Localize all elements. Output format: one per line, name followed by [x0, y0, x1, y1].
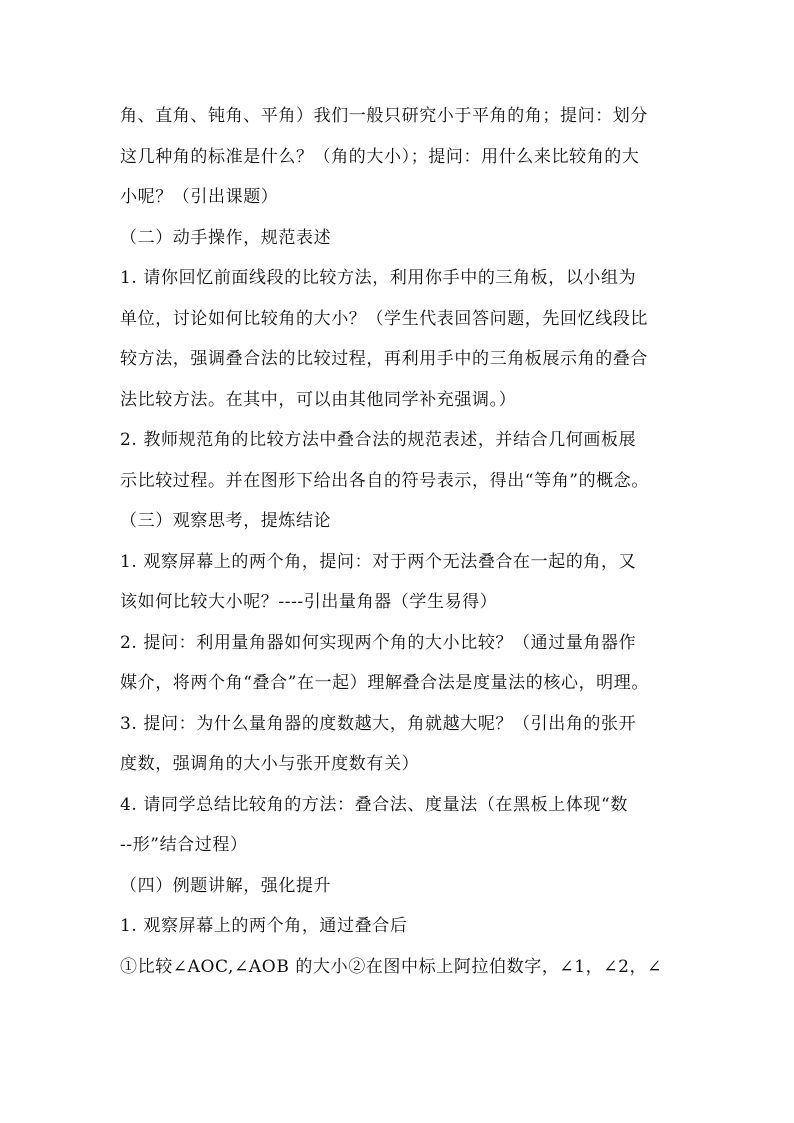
text-line: 示比较过程。并在图形下给出各自的符号表示，得出“等角”的概念。 [120, 470, 649, 491]
text-line: 角、直角、钝角、平角）我们一般只研究小于平角的角；提问：划分 [120, 106, 648, 126]
text-line: ①比较∠AOC,∠AOB 的大小②在图中标上阿拉伯数字，∠1，∠2，∠ [120, 956, 662, 977]
text-line: 2. 教师规范角的比较方法中叠合法的规范表述，并结合几何画板展 [120, 430, 637, 450]
text-line: 媒介，将两个角“叠合”在一起）理解叠合法是度量法的核心，明理。 [120, 673, 649, 693]
text-line: 2. 提问：利用量角器如何实现两个角的大小比较？（通过量角器作 [120, 632, 637, 653]
text-line: 1. 请你回忆前面线段的比较方法，利用你手中的三角板，以小组为 [120, 268, 637, 288]
text-line: 单位，讨论如何比较角的大小？（学生代表回答问题，先回忆线段比 [120, 308, 648, 329]
document-body [120, 96, 680, 987]
text-line: 4. 请同学总结比较角的方法：叠合法、度量法（在黑板上体现“数 [120, 794, 628, 815]
section-heading: （四）例题讲解，强化提升 [120, 875, 332, 896]
text-line: 较方法，强调叠合法的比较过程，再利用手中的三角板展示角的叠合 [120, 349, 648, 369]
text-line: 1. 观察屏幕上的两个角，通过叠合后 [120, 916, 408, 936]
text-line: 3. 提问：为什么量角器的度数越大，角就越大呢？（引出角的张开 [120, 713, 637, 734]
section-heading: （二）动手操作，规范表述 [120, 227, 332, 248]
text-line: 这几种角的标准是什么？（角的大小）；提问：用什么来比较角的大 [120, 146, 640, 167]
text-line: 法比较方法。在其中，可以由其他同学补充强调。） [120, 389, 517, 410]
text-line: --形”结合过程） [120, 835, 248, 855]
text-line: 小呢？（引出课题） [120, 187, 279, 207]
text-line: 该如何比较大小呢？----引出量角器（学生易得） [120, 592, 498, 612]
text-line: 度数，强调角的大小与张开度数有关） [120, 754, 420, 774]
text-line: 1. 观察屏幕上的两个角，提问：对于两个无法叠合在一起的角，又 [120, 551, 637, 572]
section-heading: （三）观察思考，提炼结论 [120, 511, 332, 531]
